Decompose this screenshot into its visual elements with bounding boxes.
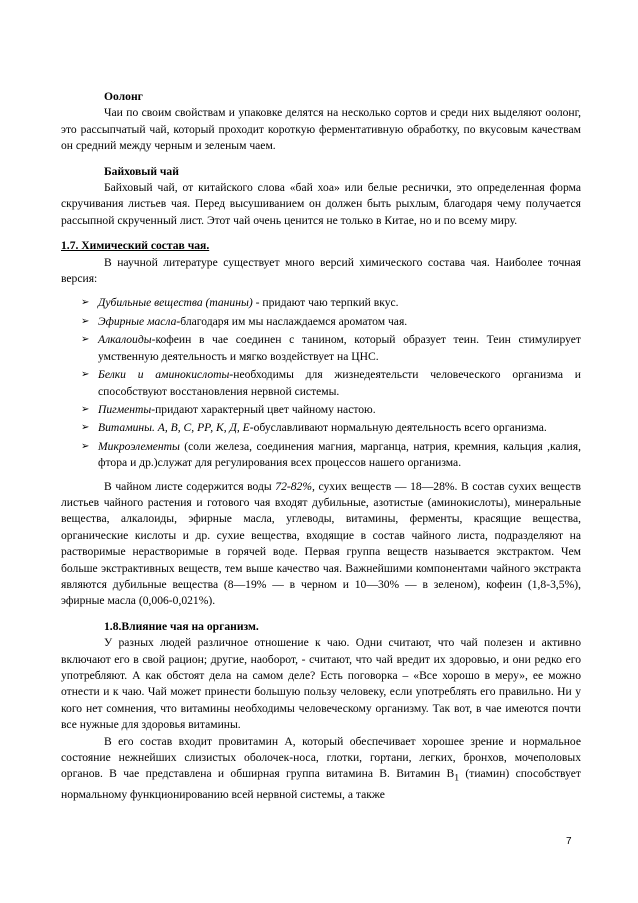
section-18-heading: 1.8.Влияние чая на организм. xyxy=(104,619,259,633)
list-item-text: - придают чаю терпкий вкус. xyxy=(252,296,399,310)
composition-text-rest: сухих веществ — 18—28%. В состав сухих веществ листьев чайного растения и готового чая входят дубильные, азотистые (аминокислоты), минеральные вещества, алкалоиды, эфирные масла, углеводы, витамины, ферменты, красящие вещества, органические кислоты и др. сухие вещества, входящие в состав чайного листа, подразделяют на растворимые нерастворимые в горячей воде. Первая группа веществ называется экстрактом. Чем больше экстрактивных веществ, тем выше качество чая. Важнейшими компонентами чайного экстракта являются дубильные вещества (8—19% — в черном и 10—30% — в зеленом), кофеин (1,8-3,5%), эфирные масла (0,006-0,021%). xyxy=(61,479,581,608)
water-percentage: 72-82%, xyxy=(275,479,315,493)
composition-list xyxy=(61,295,581,471)
list-item xyxy=(81,402,581,418)
arrow-bullet-icon: ➢ xyxy=(81,334,90,346)
list-item-term: Пигменты xyxy=(98,402,152,416)
section-18-paragraph-2-start: В его состав входит провитамин А, который обеспечивает хорошее зрение и нормальное состояние нежнейших слизистых оболочек-носа, глотки, гортани, легких, бронхов, мочеполовых органов. В чае представлена и обширная группа витамина В. Витамин В xyxy=(61,734,581,781)
list-item xyxy=(81,420,581,436)
composition-text-start: В чайном листе содержится воды xyxy=(104,479,276,493)
arrow-bullet-icon: ➢ xyxy=(81,422,90,434)
list-item-text: (соли железа, соединения магния, марганца, натрия, кремния, кальция ,калия, фтора и др.)служат для регулирования всех процессов нашего организма. xyxy=(98,439,581,470)
section-17-heading: 1.7. Химический состав чая. xyxy=(61,239,210,253)
list-item xyxy=(81,295,581,311)
list-item xyxy=(81,332,581,365)
baikhovy-paragraph: Байховый чай, от китайского слова «бай хоа» или белые реснички, это определенная форма скручивания листьев чая. Перед высушиванием он должен быть рыхлым, благодаря чему получается рассыпной скрученный лист. Этот чай очень ценится не только в Китае, но и по всему миру. xyxy=(61,181,581,227)
section-18-paragraph-2 xyxy=(61,734,581,804)
section-17-intro: В научной литературе существует много версий химического состава чая. Наиболее точная версия: xyxy=(61,255,581,286)
list-item-term: Эфирные масла xyxy=(98,314,177,328)
list-item-text: -обуславливают нормальную деятельность всего организма. xyxy=(249,421,547,435)
list-item-text: -необходимы для жизнедеятельсти человеческого организма и способствуют восстановления нервной системы. xyxy=(98,368,581,398)
list-item-term: Дубильные вещества (танины) xyxy=(98,296,253,310)
arrow-bullet-icon: ➢ xyxy=(81,403,90,415)
list-item-term: Витамины. А, В, С, РР, К, Д, Е xyxy=(98,421,250,435)
composition-paragraph xyxy=(61,479,581,610)
list-item xyxy=(81,439,581,472)
list-item-term: Белки и аминокислоты xyxy=(98,368,230,382)
arrow-bullet-icon: ➢ xyxy=(81,440,90,452)
section-18-paragraph-1: У разных людей различное отношение к чаю. Одни считают, что чай полезен и активно включают его в свой рацион; другие, наоборот, - считают, что чай вредит их здоровью, и они редко его употребляют. А как обстоят дела на самом деле? Есть поговорка – «Все хорошо в меру», ее можно отнести и к чаю. Чай может принести большую пользу человеку, если употреблять его правильно. Ни у кого нет сомнения, что витамины необходимы человеческому организму. Так вот, в чае имеются почти все нужные для здоровья витамины. xyxy=(61,636,581,732)
list-item xyxy=(81,314,581,330)
list-item xyxy=(81,367,581,400)
list-item-term: Алкалоиды xyxy=(98,333,152,347)
arrow-bullet-icon: ➢ xyxy=(81,297,90,309)
list-item-text: -благодаря им мы наслаждаемся ароматом чая. xyxy=(176,314,408,328)
list-item-text: -кофеин в чае соединен с танином, который образует теин. Теин стимулирует умственную деятельность и мягко воздействует на ЦНС. xyxy=(98,333,581,363)
section-18-paragraph-2-end: (тиамин) способствует нормальному функционированию всей нервной системы, а также xyxy=(61,767,581,802)
oolong-paragraph: Чаи по своим свойствам и упаковке делятся на несколько сортов и среди них выделяют оолонг, это рассыпчатый чай, который проходит короткую ферментативную обработку, по вкусовым качествам он средний между черным и зеленым чаем. xyxy=(61,106,581,153)
list-item-text: -придают характерный цвет чайному настою. xyxy=(151,402,376,416)
arrow-bullet-icon: ➢ xyxy=(81,315,90,327)
list-item-term: Микроэлементы xyxy=(98,439,180,453)
oolong-heading: Оолонг xyxy=(104,90,143,103)
page-content xyxy=(61,89,581,804)
arrow-bullet-icon: ➢ xyxy=(81,369,90,381)
baikhovy-heading: Байховый чай xyxy=(104,164,179,178)
page-number: 7 xyxy=(566,836,572,847)
vitamin-subscript: 1 xyxy=(454,772,460,784)
